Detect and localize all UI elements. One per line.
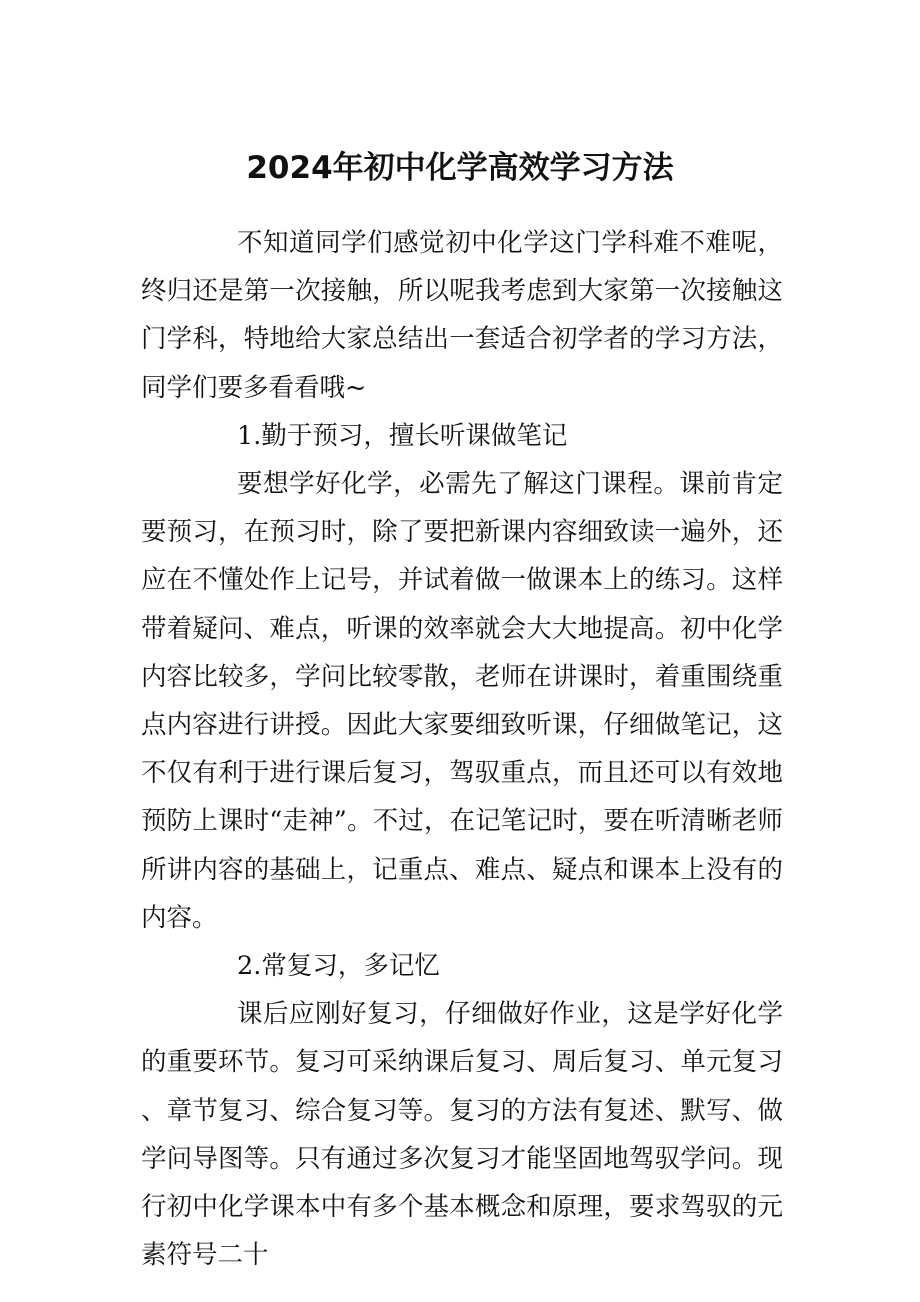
section-1-paragraph: 要想学好化学，必需先了解这门课程。课前肯定要预习，在预习时，除了要把新课内容细致读一遍外，还应在不懂处作上记号，并试着做一做课本上的练习。这样带着疑问、难点，听课的效率就会大大地提高。初中化学内容比较多，学问比较零散，老师在讲课时，着重围绕重点内容进行讲授。因此大家要细致听课，仔细做笔记，这不仅有利于进行课后复习，驾驭重点，而且还可以有效地预防上课时“走神”。不过，在记笔记时，要在听清晰老师所讲内容的基础上，记重点、难点、疑点和课本上没有的内容。 (141, 469, 783, 933)
section-heading-2: 2.常复习，多记忆 (237, 951, 440, 982)
section-heading-1: 1.勤于预习，擅长听课做笔记 (237, 420, 568, 451)
intro-paragraph: 不知道同学们感觉初中化学这门学科难不难呢，终归还是第一次接触，所以呢我考虑到大家第一次接触这门学科，特地给大家总结出一套适合初学者的学习方法，同学们要多看看哦~ (141, 228, 783, 403)
section-2-paragraph: 课后应刚好复习，仔细做好作业，这是学好化学的重要环节。复习可采纳课后复习、周后复习、单元复习、章节复习、综合复习等。复习的方法有复述、默写、做学问导图等。只有通过多次复习才能坚固地驾驭学问。现行初中化学课本中有多个基本概念和原理，要求驾驭的元素符号二十 (141, 999, 783, 1271)
document-body (141, 219, 783, 1279)
document-title: 2024年初中化学高效学习方法 (246, 150, 674, 186)
